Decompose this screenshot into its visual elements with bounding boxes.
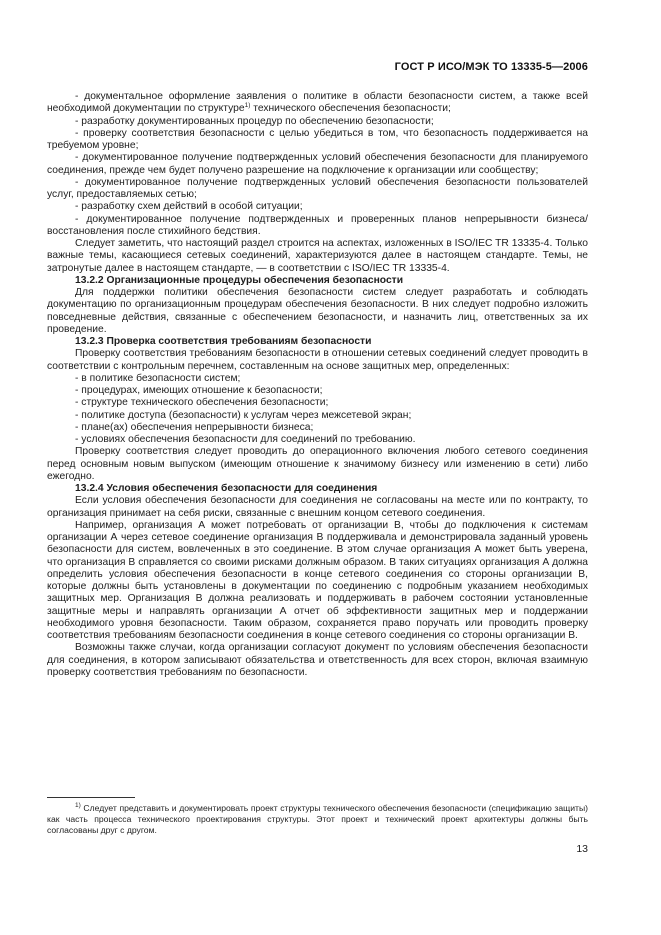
paragraph-text: - процедурах, имеющих отношение к безопасности;: [75, 385, 323, 396]
paragraph: [47, 410, 588, 422]
paragraph: [47, 128, 588, 153]
paragraph-text: - структуре технического обеспечения безопасности;: [75, 397, 329, 409]
paragraph: [47, 422, 588, 434]
body-text: [47, 91, 588, 679]
footnote-body: Следует представить и документировать проект структуры технического обеспечения безопасности (спецификацию защиты) как часть процесса технического проектирования структуры. Этот проект и технический проект архитектуры должны быть согласованы друг с другом.: [47, 803, 588, 835]
paragraph: [47, 287, 588, 336]
paragraph-text: 13.2.4 Условия обеспечения безопасности для соединения: [75, 483, 378, 494]
paragraph: [47, 238, 588, 275]
paragraph-text: - документированное получение подтвержденных и проверенных планов непрерывности бизнеса/восстановления после стихийного бедствия.: [47, 213, 588, 237]
paragraph-text: - документальное оформление заявления о политике в области безопасности систем, а также всей необходимой документации по структуре: [47, 91, 588, 115]
paragraph: [47, 385, 588, 397]
footnote-divider: [47, 797, 135, 798]
section-heading: [47, 483, 588, 495]
paragraph-text: Для поддержки политики обеспечения безопасности систем следует разработать и соблюдать документацию по организационным процедурам обеспечения безопасности. В них следует подробно изложить повседневные действия, связанные с обеспечением безопасности, и назначить лиц, ответственных за их проведение.: [47, 287, 588, 335]
section-heading: [47, 336, 588, 348]
paragraph: [47, 201, 588, 213]
paragraph-text: Следует заметить, что настоящий раздел строится на аспектах, изложенных в ISO/IEC TR 13335-4. Только важные темы, касающиеся сетевых соединений, характеризуются далее в настоящем стандарте. Темы, не затронутые далее в настоящем стандарте, — в соответствии с ISO/IEC TR 13335-4.: [47, 238, 588, 274]
paragraph-text: - разработку документированных процедур по обеспечению безопасности;: [75, 115, 434, 127]
paragraph-text: - в политике безопасности систем;: [75, 372, 241, 384]
footnote-text: [47, 803, 588, 835]
paragraph: [47, 373, 588, 385]
paragraph: [47, 116, 588, 128]
section-heading: [47, 275, 588, 287]
paragraph-text-continued: технического обеспечения безопасности;: [250, 103, 451, 115]
paragraph-text: - документированное получение подтвержденных условий обеспечения безопасности для планируемого соединения, прежде чем будет получено разрешение на подключение к организации или сообществу;: [47, 152, 588, 176]
paragraph-text: - условиях обеспечения безопасности для соединений по требованию.: [75, 434, 416, 445]
paragraph-text: Если условия обеспечения безопасности для соединения не согласованы на месте или по контракту, то организация принимает на себя риски, связанные с внешним концом сетевого соединения.: [47, 495, 588, 519]
paragraph-text: - документированное получение подтвержденных условий обеспечения безопасности пользователей услуг, предоставляемых сетью;: [47, 176, 588, 200]
paragraph: [47, 177, 588, 202]
paragraph-text: - политике доступа (безопасности) к услугам через межсетевой экран;: [75, 409, 412, 421]
paragraph-text: - разработку схем действий в особой ситуации;: [75, 201, 303, 213]
paragraph: [47, 152, 588, 177]
page-number: 13: [576, 843, 588, 855]
paragraph: [47, 214, 588, 239]
paragraph-text: Возможны также случаи, когда организации согласуют документ по условиям обеспечения безопасности для соединения, в котором записывают обязательства и ответственность для всех сторон, включая взаимную проверку соответствия требованиям по безопасности.: [47, 642, 588, 678]
paragraph: [47, 495, 588, 520]
paragraph: [47, 520, 588, 643]
paragraph-text: 13.2.3 Проверка соответствия требованиям безопасности: [75, 336, 372, 347]
paragraph-text: - плане(ах) обеспечения непрерывности бизнеса;: [75, 421, 314, 433]
paragraph-text: Например, организация А может потребовать от организации В, чтобы до подключения к системам организации А через сетевое соединение организация В поддерживала и демонстрировала заданный уровень безопасности для систем, вовлеченных в это соединение. В этом случае организация А может быть уверена, что организация В справляется со своими рисками должным образом. В таких ситуациях организация А должна определить условия обеспечения безопасности в конце сетевого соединения со стороны организации В, которые должны быть установлены в документации по соединению с подробным указанием необходимых защитных мер. Организация В должна реализовать и поддерживать в рабочем состоянии установленные защитные меры и направлять организации А отчет об эффективности защитных мер и поддержании необходимого уровня безопасности. Таким образом, сохраняется право поручать или проводить проверку соответствия требованиям безопасности соединения в конце сетевого соединения со стороны организации В.: [47, 519, 588, 641]
paragraph: [47, 91, 588, 116]
paragraph: [47, 348, 588, 373]
paragraph: [47, 446, 588, 483]
paragraph-text: Проверку соответствия требованиям безопасности в отношении сетевых соединений следует проводить в соответствии с контрольным перечнем, составленным на основе защитных мер, определенных:: [47, 348, 588, 372]
footnote-reference: 1): [244, 102, 251, 110]
paragraph: [47, 642, 588, 679]
paragraph-text: 13.2.2 Организационные процедуры обеспечения безопасности: [75, 274, 404, 286]
footnote: [47, 803, 588, 835]
paragraph: [47, 434, 588, 446]
paragraph-text: - проверку соответствия безопасности с целью убедиться в том, что безопасность поддерживается на требуемом уровне;: [47, 127, 588, 151]
standard-header: ГОСТ Р ИСО/МЭК ТО 13335-5—2006: [394, 61, 588, 73]
footnote-mark: 1): [75, 802, 81, 809]
paragraph-text: Проверку соответствия следует проводить до операционного включения любого сетевого соединения перед основным новым выпуском (имеющим отношение к значимому бизнесу или изменению в сети) либо ежегодно.: [47, 446, 588, 482]
paragraph: [47, 397, 588, 409]
